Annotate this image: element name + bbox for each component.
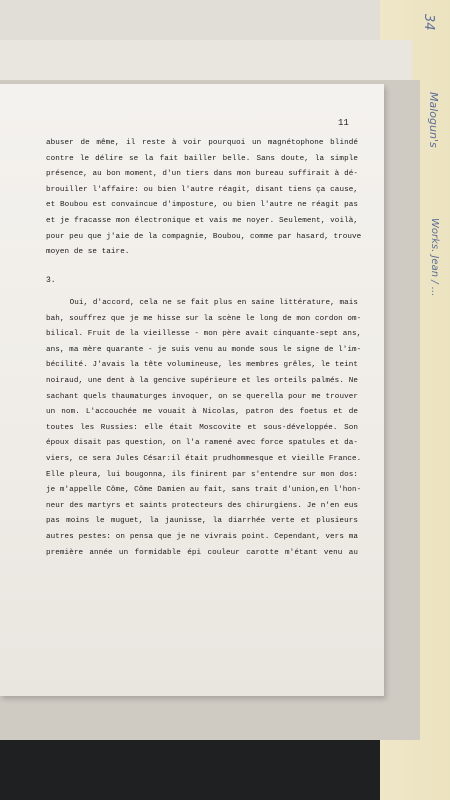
page-number: 11 [338, 118, 349, 128]
text-line: moyen de se taire. [46, 248, 130, 257]
text-line: neur des martyrs et saints protecteurs des chirurgiens. Je n'en eus [46, 501, 358, 510]
text-line: contre le délire se la fait bailler belle. Sans doute, la simple [46, 154, 358, 163]
paragraph-two [46, 296, 362, 561]
text-line: noiraud, une dent à la gencive supérieure et les orteils palmés. Ne [46, 376, 358, 385]
text-line: viers, ce sera Jules César:il était prudhommesque et vieille France. [46, 454, 362, 463]
text-line: toutes les Russies: elle était Moscovite et sous-développée. Son [46, 423, 358, 432]
text-line: pas moins le muguet, la jaunisse, la diarrhée verte et plusieurs [46, 517, 358, 526]
text-line: autres pestes: on pensa que je ne vivrais point. Cependant, vers ma [46, 532, 358, 541]
text-line: et Boubou est convaincue d'imposture, ou bien l'autre ne réagit pas [46, 201, 358, 210]
text-line: abuser de même, il reste à voir pourquoi un magnétophone blindé [46, 139, 358, 147]
paragraph-one [46, 136, 362, 261]
text-line: Elle pleura, lui bougonna, ils finirent par s'entendre sur mon dos: [46, 470, 358, 479]
text-line: Oui, d'accord, cela ne se fait plus en saine littérature, mais [46, 299, 358, 307]
text-line: pour peu que j'aie de la compagnie, Boubou, comme par hasard, trouve [46, 232, 362, 241]
text-line: époux disait pas question, on l'a ramené avec force spatules et da- [46, 439, 358, 448]
text-line: ans, ma mère quarante - je suis venu au monde sous le signe de l'im- [46, 345, 362, 354]
text-line: et je fracasse mon électronique et vais me noyer. Seulement, voilà, [46, 216, 358, 225]
text-line: bilical. Fruit de la vieillesse - mon père avait cinquante-sept ans, [46, 330, 362, 339]
text-line: présence, au bon moment, d'un tiers dans mon bureau suffirait à dé- [46, 170, 358, 179]
text-line: bécilité. J'avais la tête volumineuse, les membres grêles, le teint [46, 361, 358, 370]
section-number: 3. [46, 276, 56, 285]
text-line: bah, souffrez que je me hisse sur la scène le long de mon cordon om- [46, 314, 362, 323]
text-line: un nom. L'accouchée me vouait à Nicolas, patron des foetus et de [46, 408, 358, 417]
folder-works-note: Works. Jean / ... [429, 218, 440, 297]
folder-name-note: Malogun's [427, 92, 440, 148]
text-line: première année un formidable épi couleur carotte m'étant venu au [46, 548, 358, 557]
text-line: sachant quels thaumaturges invoquer, on se querella pour me trouver [46, 392, 358, 401]
text-line: brouiller l'affaire: ou bien l'autre réagit, disant tiens ça cause, [46, 185, 358, 194]
folder-number-note: 34 [421, 14, 436, 31]
sheet-top-edge [0, 0, 380, 40]
text-line: je m'appelle Côme, Côme Damien au fait, sans trait d'union,en l'hon- [46, 486, 362, 495]
